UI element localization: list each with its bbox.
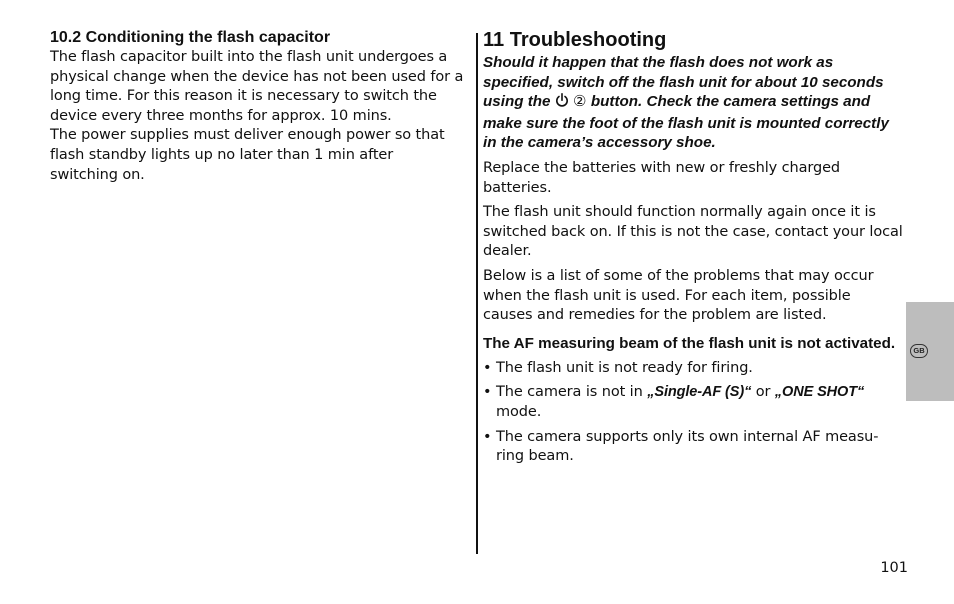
single-af-mode-label: „Single-AF (S)“ [647, 384, 752, 401]
bullet-text: The camera supports only its own internal AF measu-ring beam. [496, 428, 879, 465]
list-item [483, 383, 903, 422]
problem-list-paragraph: Below is a list of some of the problems that may occur when the flash unit is used. For each item, possible causes and remedies for the problem are listed. [483, 267, 874, 324]
troubleshooting-intro [483, 53, 903, 153]
circled-number-2: ② [572, 93, 587, 111]
list-item [483, 428, 903, 467]
intro-text-part2: button. Check the camera settings and make sure the foot of the flash unit is mounted correctly in the camera’s accessory shoe. [483, 93, 889, 152]
left-column [50, 28, 464, 185]
one-shot-mode-label: „ONE SHOT“ [774, 384, 865, 401]
bullet-text-post: mode. [496, 403, 542, 420]
bullet-dot: • [483, 384, 492, 401]
list-item [483, 359, 903, 379]
af-beam-bullet-list [483, 359, 903, 467]
af-beam-subheading: The AF measuring beam of the flash unit is not activated. [483, 334, 896, 352]
troubleshooting-heading: 11 Troubleshooting [483, 29, 667, 51]
column-divider [476, 33, 478, 554]
bullet-dot: • [483, 359, 492, 376]
capacitor-paragraph-2: The power supplies must deliver enough power so that flash standby lights up no later than 1 min after switching on. [50, 127, 445, 183]
page-number: 101 [880, 560, 908, 576]
intro-text-part1: Should it happen that the flash does not work as specified, switch off the flash unit for about 10 seconds using the [483, 54, 884, 111]
power-icon [555, 93, 569, 114]
right-column [483, 28, 903, 472]
section-heading-capacitor: 10.2 Conditioning the flash capacitor [50, 29, 331, 46]
capacitor-paragraph-1: The flash capacitor built into the flash unit undergoes a physical change when the device has not been used for a long time. For this reason it is necessary to switch the device every three months for approx. 10 mins. [50, 49, 464, 124]
bullet-text: The flash unit is not ready for firing. [496, 359, 753, 376]
gb-language-badge: GB [910, 344, 928, 358]
language-tab [906, 302, 954, 401]
batteries-paragraph: Replace the batteries with new or freshly charged batteries. [483, 159, 841, 196]
bullet-dot: • [483, 428, 492, 445]
dealer-paragraph: The flash unit should function normally again once it is switched back on. If this is not the case, contact your local dealer. [483, 204, 903, 260]
bullet-text-mid: or [751, 384, 775, 401]
bullet-text-pre: The camera is not in [496, 384, 648, 401]
